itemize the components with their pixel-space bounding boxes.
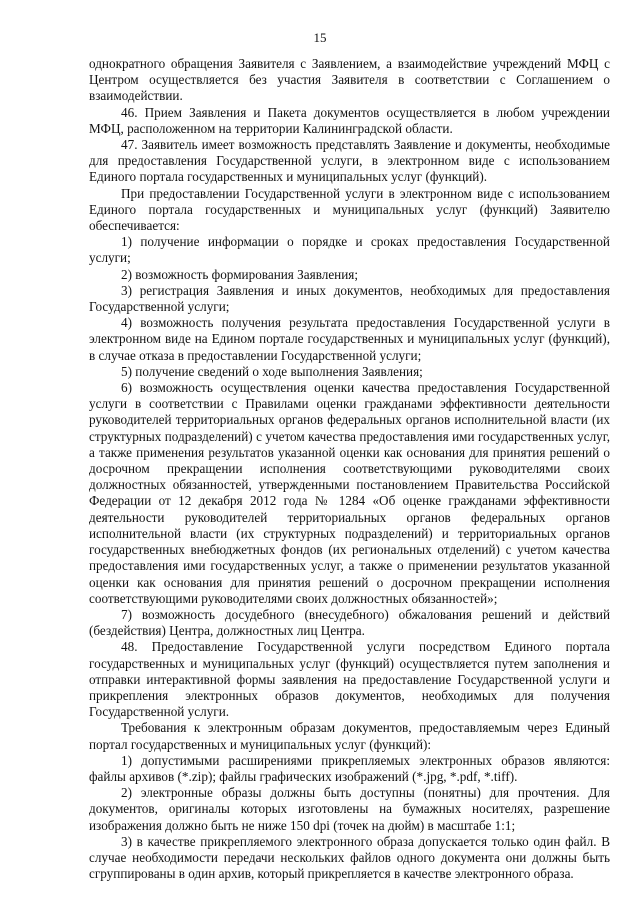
- paragraph-intro-continuation: однократного обращения Заявителя с Заявлением, а взаимодействие учреждений МФЦ с Центром осуществляется без участия Заявителя в соответствии с Соглашением о взаимодействии.: [89, 56, 610, 104]
- requirement-item-3-single-file: 3) в качестве прикрепляемого электронного образа допускается только один файл. В случае необходимости передачи нескольких файлов одного документа они должны быть сгруппированы в один архив, который прикрепляется в качестве электронного образа.: [89, 833, 610, 882]
- list-item-3-registration: 3) регистрация Заявления и иных документов, необходимых для предоставления Государственной услуги;: [89, 282, 610, 315]
- paragraph-46: 46. Прием Заявления и Пакета документов осуществляется в любом учреждении МФЦ, расположенном на территории Калининградской области.: [89, 104, 610, 136]
- list-item-5-status: 5) получение сведений о ходе выполнения Заявления;: [121, 363, 423, 379]
- list-item-6-quality-assessment: 6) возможность осуществления оценки качества предоставления Государственной услуги в соответствии с Правилами оценки гражданами эффективности деятельности руководителей территориальных органов федеральных органов исполнительной власти (их структурных подразделений) с учетом качества предоставления ими государственных услуг, а также применения результатов указанной оценки как основания для принятия решений о досрочном прекращении исполнения соответствующими руководителями своих должностных обязанностей, утвержденными постановлением Правительства Российской Федерации от 12 декабря 2012 года № 1284 «Об оценке гражданами эффективности деятельности руководителей территориальных органов федеральных органов исполнительной власти (их структурных подразделений) и территориальных органов государственных внебюджетных фондов (их региональных отделений) с учетом качества предоставления ими государственных услуг, а также о применении результатов указанной оценки как основания для принятия решений о досрочном прекращении исполнения соответствующими руководителями своих должностных обязанностей»;: [89, 380, 610, 606]
- paragraph-image-requirements: Требования к электронным образам документов, предоставляемым через Единый портал государственных и муниципальных услуг (функций):: [89, 720, 610, 752]
- list-item-7-appeal: 7) возможность досудебного (внесудебного) обжалования решений и действий (бездействия) Центра, должностных лиц Центра.: [89, 606, 610, 639]
- list-item-1-information: 1) получение информации о порядке и сроках предоставления Государственной услуги;: [89, 234, 610, 266]
- list-item-4-result: 4) возможность получения результата предоставления Государственной услуги в электронном виде на Едином портале государственных и муниципальных услуг (функций), в случае отказа в предоставлении Государственной услуги;: [89, 315, 610, 363]
- page-number: 15: [313, 30, 327, 45]
- paragraph-48: 48. Предоставление Государственной услуги посредством Единого портала государственных и муниципальных услуг (функций) осуществляется путем заполнения и отправки интерактивной формы заявления на предоставление Государственной услуги и прикрепления электронных образов документов, необходимых для получения Государственной услуги.: [89, 639, 610, 720]
- paragraph-47: 47. Заявитель имеет возможность представлять Заявление и документы, необходимые для предоставления Государственной услуги, в электронном виде с использованием Единого портала государственных и муниципальных услуг (функций).: [89, 137, 610, 185]
- list-item-2-form-application: 2) возможность формирования Заявления;: [121, 266, 359, 282]
- requirement-item-2-readability: 2) электронные образы должны быть доступны (понятны) для прочтения. Для документов, оригиналы которых изготовлены на бумажных носителях, разрешение изображения должно быть не ниже 150 dpi (точек на дюйм) в масштабе 1:1;: [89, 785, 610, 833]
- requirement-item-1-extensions: 1) допустимыми расширениями прикрепляемых электронных образов являются: файлы архивов (*.zip); файлы графических изображений (*.jpg, *.pdf, *.tiff).: [89, 752, 610, 784]
- document-body: [89, 56, 610, 882]
- paragraph-electronic-provision: При предоставлении Государственной услуги в электронном виде с использованием Единого портала государственных и муниципальных услуг (функций) Заявителю обеспечивается:: [89, 185, 610, 234]
